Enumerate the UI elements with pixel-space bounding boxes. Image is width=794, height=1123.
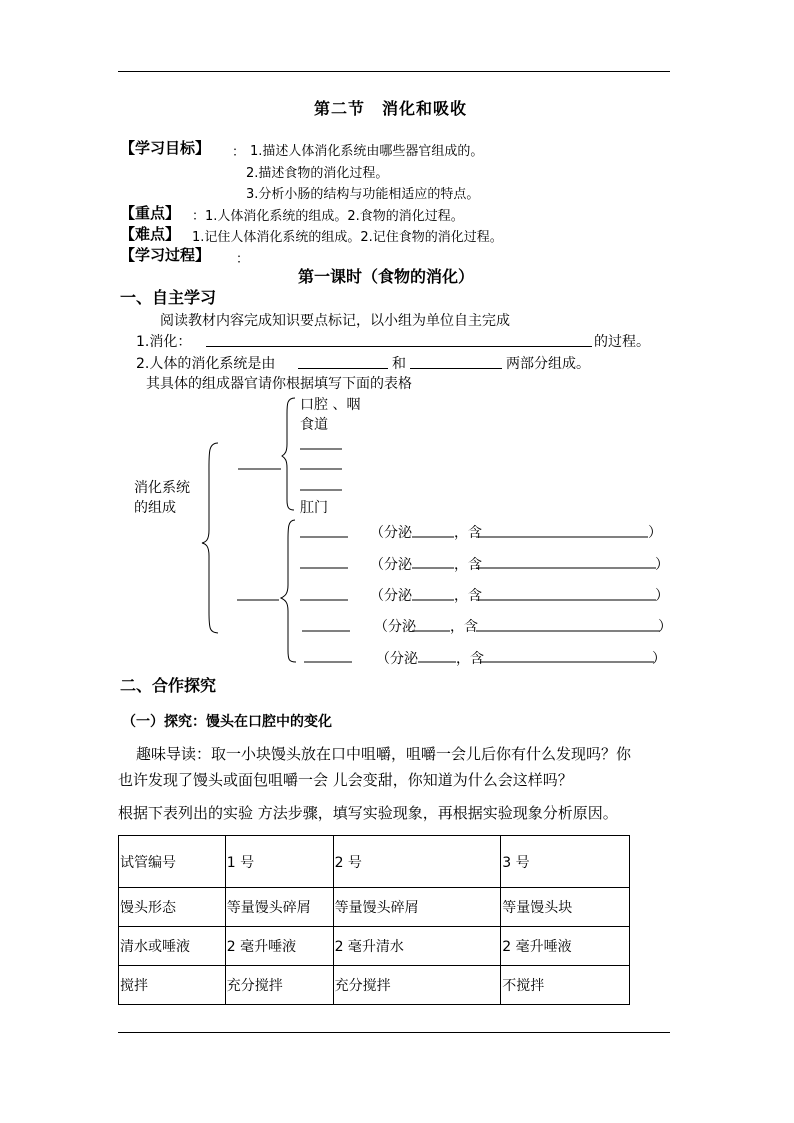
section1-heading: 一、自主学习	[120, 288, 217, 307]
difficulty-label: 【难点】	[120, 225, 181, 243]
goals-colon: ：	[232, 145, 246, 160]
gland-row-2-open: （分泌	[370, 557, 412, 573]
goal-item-1: 1.描述人体消化系统由哪些器官组成的。	[250, 144, 484, 159]
table-cell: 试管编号	[119, 836, 226, 888]
lesson-title: 第一课时（食物的消化）	[298, 267, 475, 286]
section2-para-3: 根据下表列出的实验 方法步骤，填写实验现象，再根据实验现象分析原因。	[118, 804, 618, 822]
table-cell: 充分搅拌	[225, 966, 333, 1005]
q2-note: 其具体的组成器官请你根据填写下面的表格	[146, 376, 412, 392]
section2-subheading: （一）探究：馒头在口腔中的变化	[122, 714, 332, 730]
gland-row-4-contains: ，含	[450, 619, 478, 635]
process-colon: ：	[236, 252, 250, 267]
experiment-table	[118, 835, 630, 1005]
table-row	[119, 927, 630, 966]
gland-row-1-close: ）	[648, 525, 662, 541]
gland-row-1-contains: ，含	[454, 525, 482, 541]
table-row	[119, 836, 630, 888]
page-title: 第二节 消化和吸收	[314, 99, 468, 118]
section2-para-2: 也许发现了馒头或面包咀嚼一会 儿会变甜，你知道为什么会这样吗？	[118, 771, 573, 789]
q2-suffix: 两部分组成。	[506, 356, 590, 372]
tree-root-line-2: 的组成	[134, 500, 176, 516]
main-brace	[202, 443, 218, 633]
goal-item-3: 3.分析小肠的结构与功能相适应的特点。	[246, 187, 480, 202]
section1-intro: 阅读教材内容完成知识要点标记，以小组为单位自主完成	[160, 313, 510, 329]
gland-row-4-open: （分泌	[374, 619, 416, 635]
organ-esophagus: 食道	[300, 417, 328, 433]
table-cell: 等量馒头块	[501, 888, 630, 927]
gland-row-1-open: （分泌	[370, 525, 412, 541]
gland-row-3-open: （分泌	[370, 588, 412, 604]
table-cell: 等量馒头碎屑	[225, 888, 333, 927]
table-row	[119, 888, 630, 927]
q2-mid: 和	[392, 356, 406, 372]
table-cell: 2 毫升唾液	[225, 927, 333, 966]
table-cell: 1 号	[225, 836, 333, 888]
organ-anus: 肛门	[300, 500, 328, 516]
goal-item-2: 2.描述食物的消化过程。	[246, 166, 389, 181]
table-cell: 等量馒头碎屑	[333, 888, 501, 927]
gland-row-3-contains: ，含	[454, 588, 482, 604]
table-row	[119, 966, 630, 1005]
tree-root-line-1: 消化系统	[134, 480, 190, 496]
table-cell: 2 毫升清水	[333, 927, 501, 966]
gland-row-2-close: ）	[655, 557, 669, 573]
table-cell: 充分搅拌	[333, 966, 501, 1005]
table-cell: 馒头形态	[119, 888, 226, 927]
section2-para-1: 趣味导读：取一小块馒头放在口中咀嚼，咀嚼一会儿后你有什么发现吗？你	[136, 745, 632, 763]
gland-row-5-open: （分泌	[376, 651, 418, 667]
gland-row-5-contains: ，含	[456, 651, 484, 667]
gland-row-3-close: ）	[655, 588, 669, 604]
gland-row-2-contains: ，含	[454, 557, 482, 573]
process-label: 【学习过程】	[120, 246, 211, 264]
keypoints-text: ：1.人体消化系统的组成。2.食物的消化过程。	[192, 209, 464, 224]
q1-prefix: 1.消化：	[136, 334, 192, 350]
q2-prefix: 2.人体的消化系统是由	[136, 356, 276, 372]
gland-row-5-close: ）	[652, 651, 666, 667]
organ-mouth-pharynx: 口腔 、咽	[300, 397, 361, 413]
q1-suffix: 的过程。	[594, 334, 650, 350]
difficulty-text: 1.记住人体消化系统的组成。2.记住食物的消化过程。	[192, 230, 503, 245]
section2-heading: 二、合作探究	[120, 676, 217, 695]
lower-brace	[281, 520, 296, 662]
table-cell: 搅拌	[119, 966, 226, 1005]
goals-label: 【学习目标】	[120, 139, 211, 157]
keypoints-label: 【重点】	[120, 204, 181, 222]
table-cell: 3 号	[501, 836, 630, 888]
bottom-rule	[118, 1032, 670, 1033]
table-cell: 2 毫升唾液	[501, 927, 630, 966]
table-cell: 不搅拌	[501, 966, 630, 1005]
gland-row-4-close: ）	[658, 619, 672, 635]
upper-brace	[282, 398, 295, 510]
table-cell: 清水或唾液	[119, 927, 226, 966]
table-cell: 2 号	[333, 836, 501, 888]
